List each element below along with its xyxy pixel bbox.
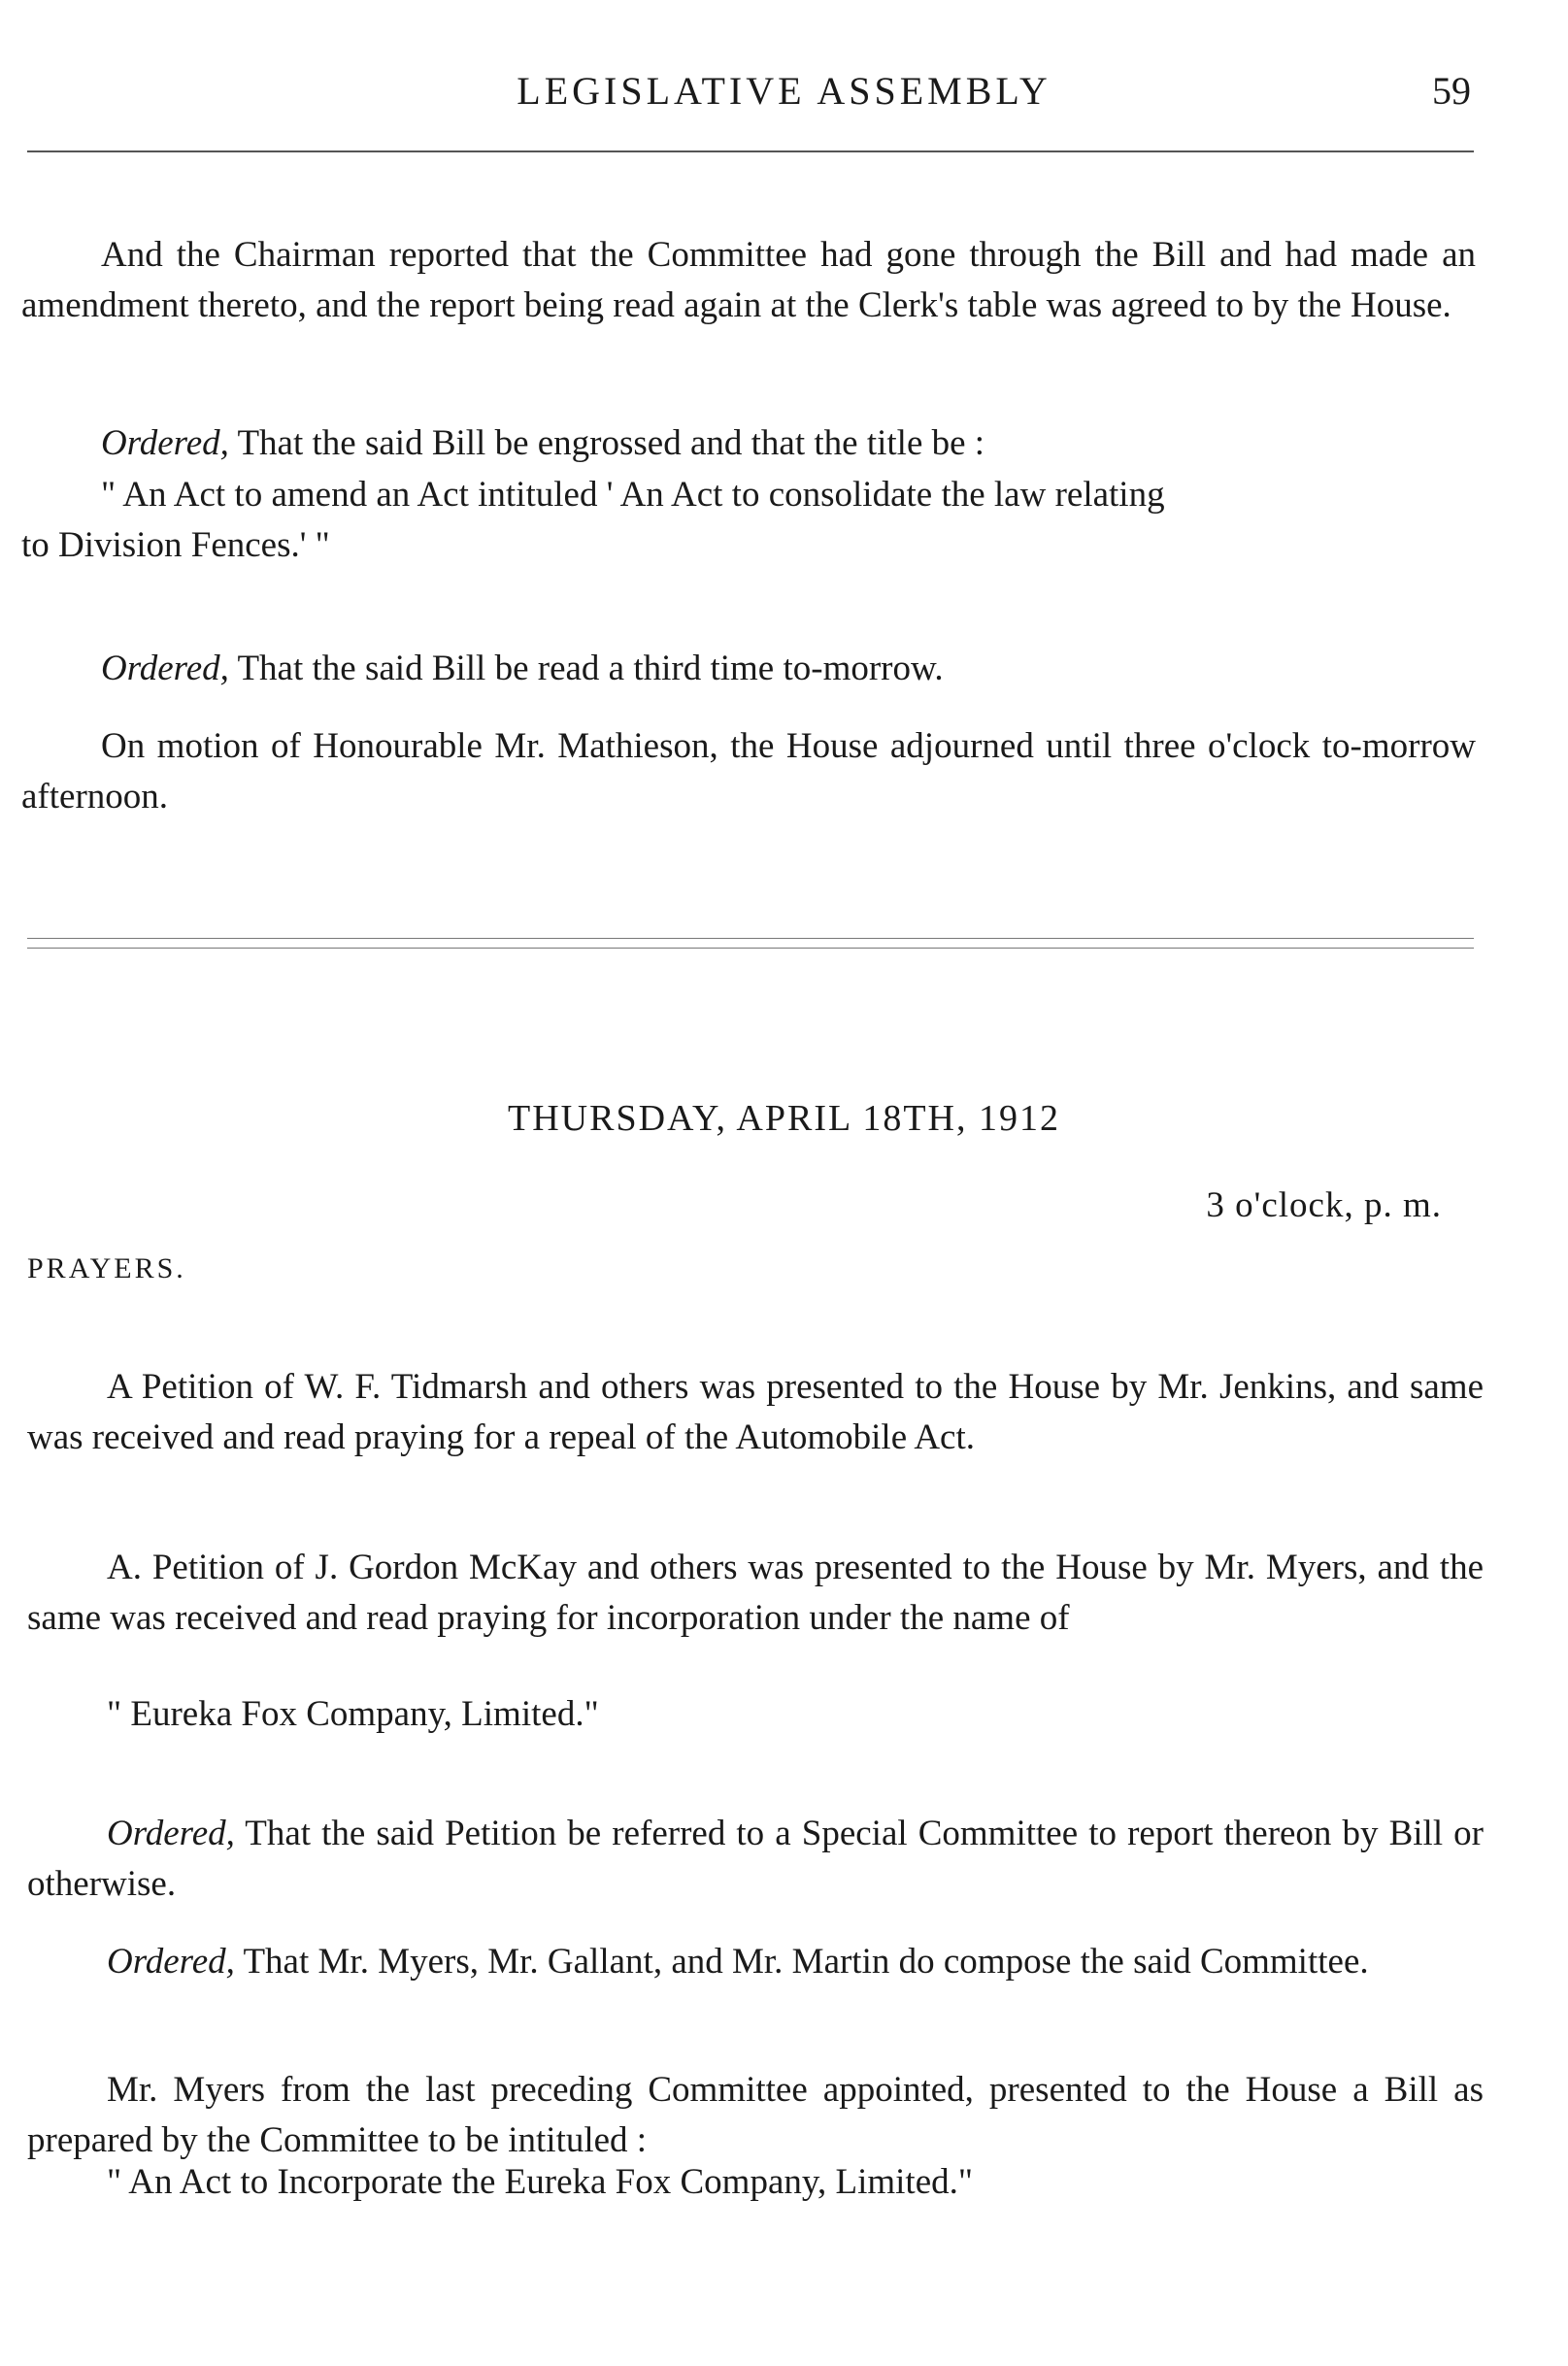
ordered-label: Ordered, [107, 1814, 235, 1853]
myers-bill-paragraph: Mr. Myers from the last preceding Committee appointed, presented to the House a Bill as prepared by the Committee to be intituled : [27, 2070, 1484, 2160]
sitting-time: 3 o'clock, p. m. [1206, 1185, 1442, 1225]
company-name-line: " Eureka Fox Company, Limited." [107, 1694, 599, 1734]
ordered-engrossed-text: That the said Bill be engrossed and that the title be : [228, 423, 985, 463]
ordered-label: Ordered, [107, 1942, 235, 1982]
chairman-report-paragraph: And the Chairman reported that the Committee had gone through the Bill and had made an amendment thereto, and the report being read again at the Clerk's table was agreed to by the House. [21, 235, 1476, 325]
adjournment-paragraph: On motion of Honourable Mr. Mathieson, the House adjourned until three o'clock to-morrow afternoon. [21, 726, 1476, 816]
mckay-petition-paragraph: A. Petition of J. Gordon McKay and others was presented to the House by Mr. Myers, and the same was received and read praying for incorporation under the name of [27, 1548, 1484, 1638]
section-divider-bottom [27, 948, 1474, 949]
running-header-title: LEGISLATIVE ASSEMBLY [517, 69, 1051, 113]
ordered-label: Ordered, [101, 649, 229, 688]
ordered-label: Ordered, [101, 423, 229, 463]
header-rule [27, 150, 1474, 152]
section-divider-top [27, 938, 1474, 939]
prayers-heading: PRAYERS. [27, 1252, 186, 1284]
ordered-engrossed-paragraph [21, 418, 1476, 469]
sitting-date-heading: THURSDAY, APRIL 18TH, 1912 [508, 1098, 1060, 1139]
incorporation-act-title-line: " An Act to Incorporate the Eureka Fox Company, Limited." [107, 2162, 973, 2202]
bill-title-line-2: to Division Fences.' " [21, 525, 330, 565]
bill-title-line-1: " An Act to amend an Act intituled ' An Act to consolidate the law relating [101, 475, 1165, 515]
ordered-special-committee-text: That the said Petition be referred to a Special Committee to report thereon by Bill or otherwise. [27, 1814, 1484, 1904]
ordered-committee-members-paragraph [27, 1937, 1484, 1987]
ordered-third-reading-text: That the said Bill be read a third time to-morrow. [228, 649, 944, 688]
ordered-third-reading-paragraph [21, 644, 1476, 694]
page-number: 59 [1432, 69, 1471, 113]
ordered-committee-members-text: That Mr. Myers, Mr. Gallant, and Mr. Martin do compose the said Committee. [234, 1942, 1369, 1982]
ordered-special-committee-paragraph [27, 1809, 1484, 1910]
tidmarsh-petition-paragraph: A Petition of W. F. Tidmarsh and others was presented to the House by Mr. Jenkins, and same was received and read praying for a repeal of the Automobile Act. [27, 1367, 1484, 1457]
